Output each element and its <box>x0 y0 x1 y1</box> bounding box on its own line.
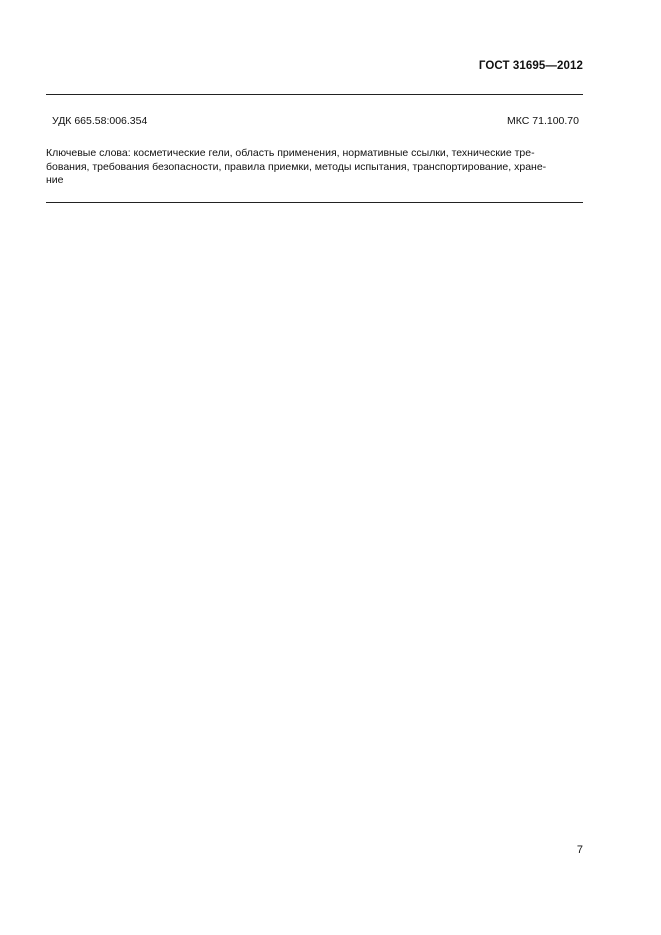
classification-codes <box>52 115 579 127</box>
keywords-line: бования, требования безопасности, правила приемки, методы испытания, транспортирование, хране- <box>46 160 547 173</box>
bottom-divider <box>46 202 583 203</box>
mks-code: МКС 71.100.70 <box>507 115 579 127</box>
keywords-line: ние <box>46 174 64 186</box>
udc-code: УДК 665.58:006.354 <box>52 115 148 127</box>
standard-title: ГОСТ 31695—2012 <box>478 60 583 72</box>
page-number: 7 <box>576 844 583 856</box>
keywords-line: Ключевые слова: косметические гели, область применения, нормативные ссылки, технические тре- <box>46 147 535 159</box>
keywords-paragraph <box>46 147 583 188</box>
top-divider <box>46 94 583 95</box>
